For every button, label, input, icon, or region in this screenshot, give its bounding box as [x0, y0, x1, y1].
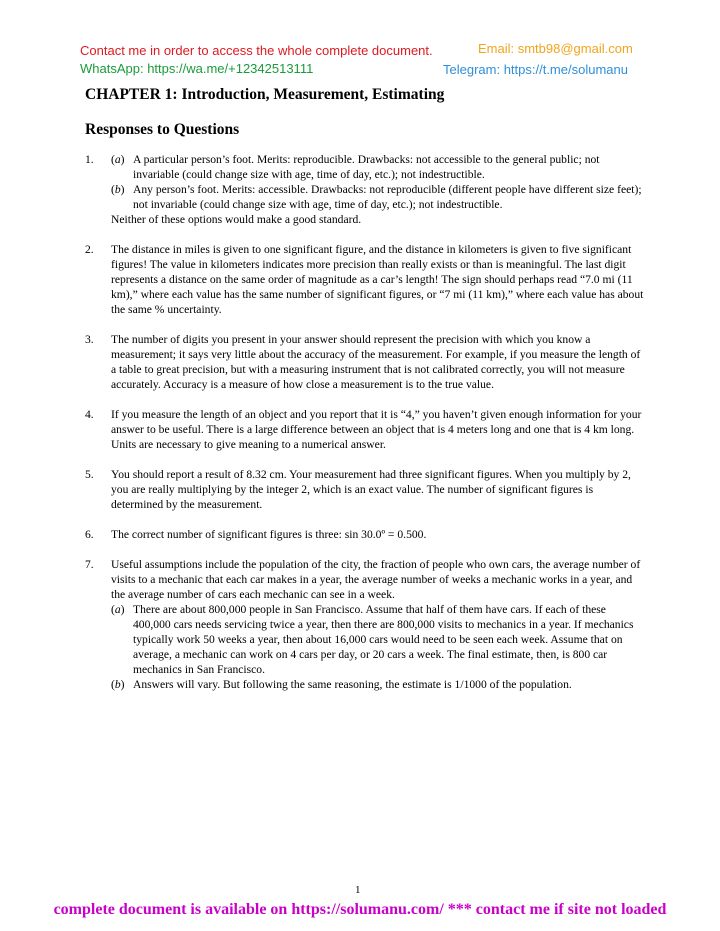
section-title: Responses to Questions [85, 121, 240, 138]
part-label: (b) [111, 678, 125, 691]
question-number: 5. [85, 468, 94, 481]
chapter-title: CHAPTER 1: Introduction, Measurement, Estimating [85, 86, 445, 103]
question-7 [85, 557, 645, 692]
question-7-part-a [111, 602, 645, 677]
part-text: There are about 800,000 people in San Francisco. Assume that half of them have cars. If each of these 400,000 cars needs servicing twice a year, then there are 800,000 visits to mechanics in a year. If mechanics typically work 50 weeks a year, then about 16,000 cars would need to be seen each week. Assume that on average, a mechanic can work on 4 cars per day, or 20 cars a week. The final estimate, then, is 800 car mechanics in San Francisco. [133, 603, 634, 676]
question-number: 6. [85, 528, 94, 541]
question-number: 4. [85, 408, 94, 421]
page-number: 1 [355, 884, 361, 896]
question-text: You should report a result of 8.32 cm. Your measurement had three significant figures. When you multiply by 2, you are really multiplying by the integer 2, which is an exact value. The number of significant figures is determined by the measurement. [111, 468, 631, 511]
question-5 [85, 467, 645, 512]
part-text: Any person’s foot. Merits: accessible. Drawbacks: not reproducible (different people have different size feet); not invariable (could change size with age, time of day, etc.); not indestructible. [133, 183, 642, 211]
question-text: The correct number of significant figures is three: sin 30.0º = 0.500. [111, 528, 427, 541]
question-3 [85, 332, 645, 392]
question-number: 1. [85, 153, 94, 166]
part-label: (a) [111, 153, 125, 166]
question-text: The distance in miles is given to one significant figure, and the distance in kilometers is given to five significant figures! The value in kilometers indicates more precision than really exists or than is meaningful. The last digit represents a distance on the same order of magnitude as a car’s length! The sign should perhaps read “7.0 mi (11 km),” where each value has the same number of significant figures, or “7 mi (11 km),” where each value has about the same % uncertainty. [111, 243, 644, 316]
email-link[interactable]: Email: smtb98@gmail.com [478, 41, 633, 56]
part-label: (b) [111, 183, 125, 196]
question-number: 3. [85, 333, 94, 346]
contact-notice: Contact me in order to access the whole complete document. [80, 43, 433, 58]
whatsapp-link[interactable]: WhatsApp: https://wa.me/+12342513111 [80, 61, 314, 76]
question-text: If you measure the length of an object and you report that it is “4,” you haven’t given enough information for your answer to be useful. There is a large difference between an object that is 4 meters long and one that is 4 km long. Units are necessary to give meaning to a numerical answer. [111, 408, 642, 451]
question-1 [85, 152, 645, 227]
question-4 [85, 407, 645, 452]
part-label: (a) [111, 603, 125, 616]
footer-banner[interactable]: complete document is available on https://solumanu.com/ *** contact me if site not loaded [53, 901, 667, 918]
responses-list [85, 152, 645, 707]
telegram-link[interactable]: Telegram: https://t.me/solumanu [443, 62, 628, 77]
question-1-part-a [111, 152, 645, 182]
question-6 [85, 527, 645, 542]
question-7-part-b [111, 677, 645, 692]
question-text: The number of digits you present in your answer should represent the precision with which you know a measurement; it says very little about the accuracy of the measurement. For example, if you measure the length of a table to great precision, but with a measuring instrument that is not calibrated correctly, you will not measure accurately. Accuracy is a measure of how close a measurement is to the true value. [111, 333, 641, 391]
question-1-conclusion: Neither of these options would make a good standard. [111, 213, 362, 226]
question-2 [85, 242, 645, 317]
question-number: 7. [85, 558, 94, 571]
part-text: A particular person’s foot. Merits: reproducible. Drawbacks: not accessible to the general public; not invariable (could change size with age, time of day, etc.); not indestructible. [133, 153, 600, 181]
question-text: Useful assumptions include the population of the city, the fraction of people who own cars, the average number of visits to a mechanic that each car makes in a year, the average number of weeks a mechanic works in a year, and the average number of cars each mechanic can see in a week. [111, 558, 641, 601]
question-1-part-b [111, 182, 645, 212]
part-text: Answers will vary. But following the same reasoning, the estimate is 1/1000 of the population. [133, 678, 572, 691]
question-number: 2. [85, 243, 94, 256]
